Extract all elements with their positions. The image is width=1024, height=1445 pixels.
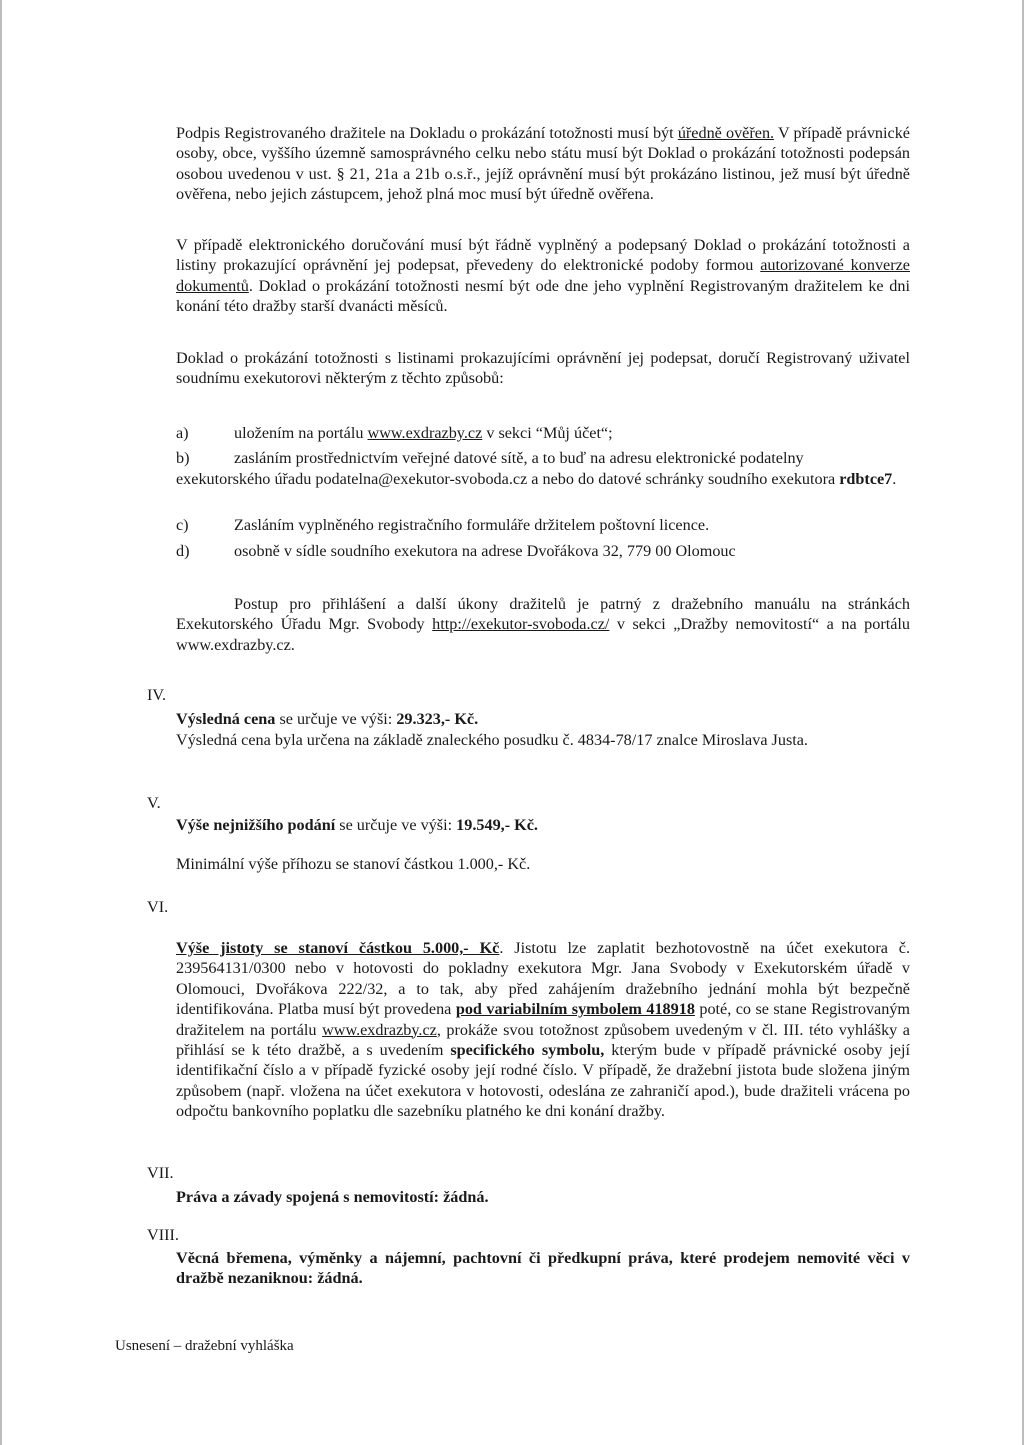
exdrazby-link-2[interactable]: www.exdrazby.cz: [322, 1020, 437, 1039]
item-a-label: a): [176, 424, 189, 442]
paragraph-procedure: Postup pro přihlášení a další úkony dražitelů je patrný z dražebního manuálu na stránkách Exekutorského Úřadu Mgr. Svobody http://exekutor-svoboda.cz/ v sekci „Dražby nemovitostí“ a na portálu www.exdrazby.cz.: [176, 595, 910, 654]
section-vi-number: VI.: [147, 898, 169, 916]
item-b-text-rest: exekutorského úřadu podatelna@exekutor-svoboda.cz a nebo do datové schránky soudního exekutora rdbtce7.: [176, 470, 897, 488]
section-vii-number: VII.: [147, 1164, 174, 1182]
section-v-number: V.: [147, 794, 161, 812]
section-vii-rights: Práva a závady spojená s nemovitostí: žádná.: [176, 1188, 489, 1206]
exekutor-svoboda-link[interactable]: http://exekutor-svoboda.cz/: [432, 615, 610, 634]
section-viii-easements: Věcná břemena, výměnky a nájemní, pachtovní či předkupní práva, které prodejem nemovité věci v dražbě nezaniknou: žádná.: [176, 1249, 910, 1288]
exdrazby-link[interactable]: www.exdrazby.cz: [367, 424, 483, 442]
item-b-label: b): [176, 449, 190, 467]
item-d-label: d): [176, 542, 190, 560]
paragraph-signature-verification: Podpis Registrovaného dražitele na Dokladu o prokázání totožnosti musí být úředně ověřen. V případě právnické osoby, obce, vyššího územně samosprávného celku nebo státu musí být Doklad o prokázání totožnosti podepsán osobou uvedenou v ust. § 21, 21a a 21b o.s.ř., jejíž oprávnění musí být prokázáno listinou, jež musí být úředně ověřena, nebo jejich zástupcem, jehož plná moc musí být úředně ověřena.: [176, 124, 910, 204]
page-footer: Usnesení – dražební vyhláška: [115, 1338, 294, 1354]
item-c-text: Zasláním vyplněného registračního formuláře držitelem poštovní licence.: [234, 516, 710, 534]
section-iv-number: IV.: [147, 686, 167, 704]
section-v-min-increment: Minimální výše příhozu se stanoví částkou 1.000,- Kč.: [176, 855, 531, 873]
section-iv-price: Výsledná cena se určuje ve výši: 29.323,- Kč.: [176, 710, 479, 728]
section-vi-deposit: Výše jistoty se stanoví částkou 5.000,- Kč. Jistotu lze zaplatit bezhotovostně na účet exekutora č. 239564131/0300 nebo v hotovosti do pokladny exekutora Mgr. Jana Svobody v Exekutorském úřadě v Olomouci, Dvořákova 222/32, a to tak, aby před zahájením dražebního jednání mohla být bezpečně identifikována. Platba musí být provedena pod variabilním symbolem 418918 poté, co se stane Registrovaným dražitelem na portálu www.exdrazby.cz, prokáže svou totožnost způsobem uvedeným v čl. III. této vyhlášky a přihlásí se k této dražbě, a s uvedením specifického symbolu, kterým bude v případě právnické osoby její identifikační číslo a v případě fyzické osoby její rodné číslo. V případě, že dražební jistota bude složena jiným způsobem (např. vložena na účet exekutora v hotovosti, odeslána ze zahraničí apod.), bude dražiteli vrácena po odpočtu bankovního poplatku dle sazebníku platného ke dni konání dražby.: [176, 939, 911, 1121]
section-v-lowest-bid: Výše nejnižšího podání se určuje ve výši: 19.549,- Kč.: [176, 816, 538, 834]
section-viii-number: VIII.: [147, 1226, 179, 1244]
item-b-text-line1: zasláním prostřednictvím veřejné datové sítě, a to buď na adresu elektronické podatelny: [234, 449, 804, 467]
item-a-text: uložením na portálu www.exdrazby.cz v sekci “Můj účet“;: [234, 424, 613, 442]
item-d-text: osobně v sídle soudního exekutora na adrese Dvořákova 32, 779 00 Olomouc: [234, 542, 736, 560]
paragraph-electronic-delivery: V případě elektronického doručování musí být řádně vyplněný a podepsaný Doklad o prokázání totožnosti a listiny prokazující oprávnění jej podepsat, převedeny do elektronické podoby formou autorizované konverze dokumentů. Doklad o prokázání totožnosti nesmí být ode dne jeho vyplnění Registrovaným dražitelem ke dni konání této dražby starší dvanácti měsíců.: [176, 236, 910, 316]
paragraph-delivery-methods-intro: Doklad o prokázání totožnosti s listinami prokazujícími oprávnění jej podepsat, doručí Registrovaný uživatel soudnímu exekutorovi některým z těchto způsobů:: [176, 349, 910, 388]
item-c-label: c): [176, 516, 189, 534]
section-iv-expert-opinion: Výsledná cena byla určena na základě znaleckého posudku č. 4834-78/17 znalce Miroslava Justa.: [176, 731, 808, 749]
